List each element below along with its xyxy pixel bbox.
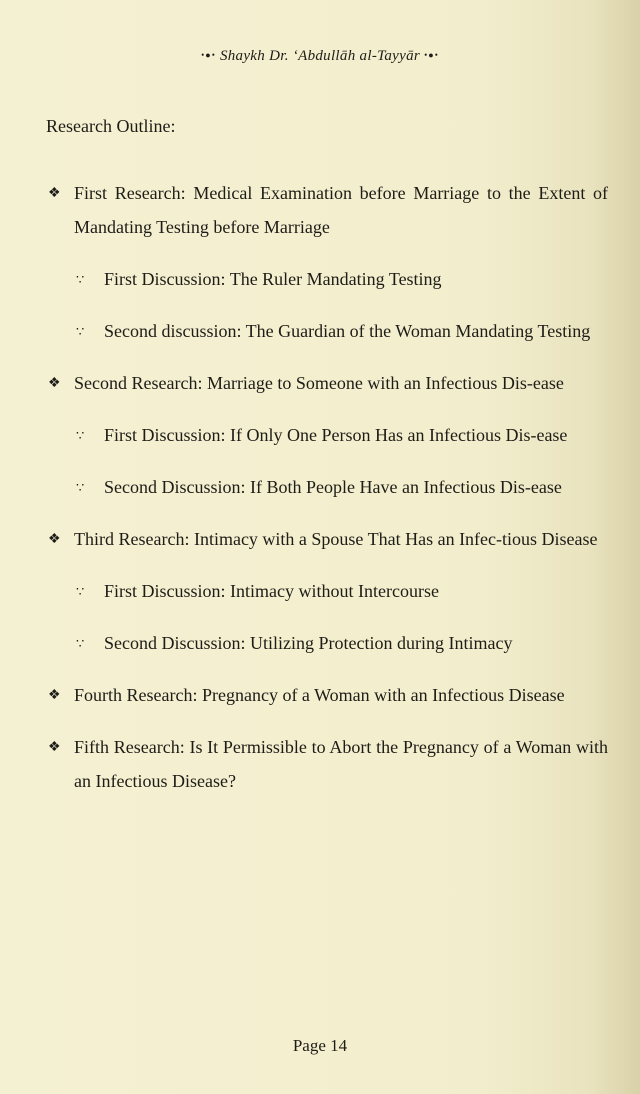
outline-item-text: Second Research: Marriage to Someone with an Infectious Dis-ease (74, 373, 564, 393)
outline-item-research (46, 678, 608, 712)
outline-item-discussion (46, 626, 608, 660)
outline-item-discussion (46, 470, 608, 504)
outline-item-text: Fifth Research: Is It Permissible to Abort the Pregnancy of a Woman with an Infectious Disease? (74, 737, 608, 791)
dot-bullet-icon: ∵ (76, 584, 85, 599)
outline-item-research (46, 730, 608, 798)
outline-item-text: First Discussion: If Only One Person Has an Infectious Dis-ease (104, 425, 568, 445)
page-number: Page 14 (292, 1036, 348, 1055)
outline-item-research (46, 522, 608, 556)
outline-item-text: Second Discussion: Utilizing Protection during Intimacy (104, 633, 513, 653)
outline-item-discussion (46, 574, 608, 608)
outline-item-text: Second Discussion: If Both People Have an Infectious Dis-ease (104, 477, 562, 497)
outline-item-discussion (46, 418, 608, 452)
diamond-bullet-icon: ❖ (48, 376, 61, 391)
outline-item-discussion (46, 262, 608, 296)
page-body (46, 112, 608, 816)
header-ornament-left: •●• (201, 50, 216, 60)
diamond-bullet-icon: ❖ (48, 740, 61, 755)
section-heading: Research Outline: (46, 116, 176, 136)
dot-bullet-icon: ∵ (76, 324, 85, 339)
outline-item-research (46, 176, 608, 244)
dot-bullet-icon: ∵ (76, 480, 85, 495)
outline-item-text: Second discussion: The Guardian of the Woman Mandating Testing (104, 321, 591, 341)
dot-bullet-icon: ∵ (76, 272, 85, 287)
diamond-bullet-icon: ❖ (48, 688, 61, 703)
outline-item-text: First Research: Medical Examination before Marriage to the Extent of Mandating Testing before Marriage (74, 183, 608, 237)
header-author: Shaykh Dr. ‘Abdullāh al-Tayyār (219, 48, 421, 64)
outline-item-text: Fourth Research: Pregnancy of a Woman with an Infectious Disease (74, 685, 565, 705)
header-ornament-right: •●• (424, 50, 439, 60)
outline-item-research (46, 366, 608, 400)
diamond-bullet-icon: ❖ (48, 532, 61, 547)
dot-bullet-icon: ∵ (76, 428, 85, 443)
diamond-bullet-icon: ❖ (48, 186, 61, 201)
outline-item-text: First Discussion: The Ruler Mandating Testing (104, 269, 442, 289)
outline-item-discussion (46, 314, 608, 348)
outline-item-text: First Discussion: Intimacy without Intercourse (104, 581, 439, 601)
running-header (0, 48, 640, 65)
outline-item-text: Third Research: Intimacy with a Spouse That Has an Infec-tious Disease (74, 529, 598, 549)
dot-bullet-icon: ∵ (76, 636, 85, 651)
